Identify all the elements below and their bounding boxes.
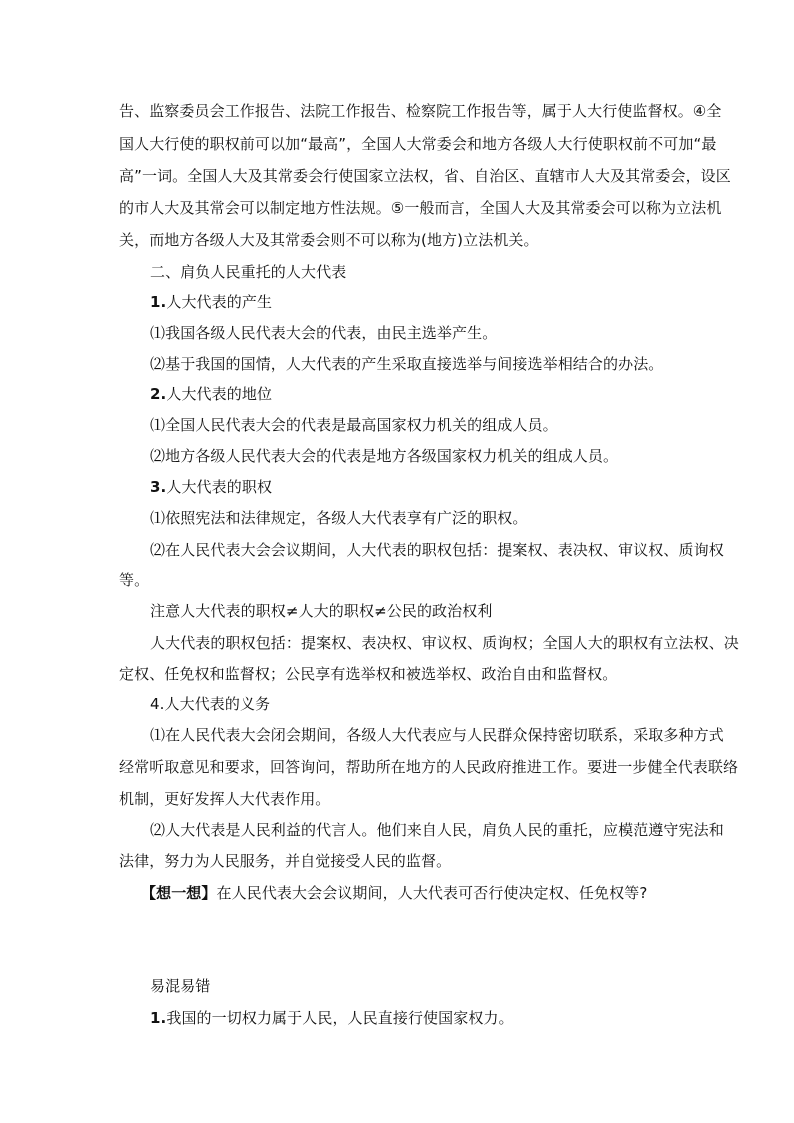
s2-item-2: ⑵地方各级人民代表大会的代表是地方各级国家权力机关的组成人员。 — [150, 447, 619, 465]
intro-line-2: 国人大行使的职权前可以加“最高”，全国人大常委会和地方各级人大行使职权前不可加“最 — [119, 135, 717, 153]
intro-line-5: 关，而地方各级人大及其常委会则不可以称为(地方)立法机关。 — [119, 231, 539, 249]
section-two-heading: 二、肩负人民重托的人大代表 — [150, 263, 347, 281]
s4-heading: 4.人大代表的义务 — [150, 695, 271, 713]
s3-title: 人大代表的职权 — [166, 478, 273, 496]
s2-item-1: ⑴全国人民代表大会的代表是最高国家权力机关的组成人员。 — [150, 416, 558, 434]
note-heading: 注意人大代表的职权≠人大的职权≠公民的政治权利 — [150, 602, 493, 620]
s3-heading — [150, 477, 272, 497]
s2-heading — [150, 384, 272, 404]
s4-item-1-line-2: 经常听取意见和要求，回答询问，帮助所在地方的人民政府推进工作。要进一步健全代表联络 — [119, 758, 739, 776]
confusion-item-1-text: 我国的一切权力属于人民，人民直接行使国家权力。 — [166, 1009, 514, 1027]
s3-item-2-line-2: 等。 — [119, 571, 150, 589]
think-question — [141, 883, 647, 903]
think-label: 【想一想】 — [141, 884, 217, 902]
s3-number: 3. — [150, 478, 167, 496]
s3-item-1: ⑴依照宪法和法律规定，各级人大代表享有广泛的职权。 — [150, 509, 528, 527]
note-line-1: 人大代表的职权包括：提案权、表决权、审议权、质询权；全国人大的职权有立法权、决 — [150, 634, 739, 652]
think-text: 在人民代表大会会议期间，人大代表可否行使决定权、任免权等? — [216, 884, 648, 902]
s1-number: 1. — [150, 293, 167, 311]
s3-item-2-line-1: ⑵在人民代表大会会议期间，人大代表的职权包括：提案权、表决权、审议权、质询权 — [150, 541, 724, 559]
confusion-item-1 — [150, 1008, 514, 1028]
note-line-2: 定权、任免权和监督权；公民享有选举权和被选举权、政治自由和监督权。 — [119, 665, 618, 683]
s1-item-1: ⑴我国各级人民代表大会的代表，由民主选举产生。 — [150, 324, 498, 342]
confusion-heading: 易混易错 — [150, 977, 211, 995]
intro-line-1: 告、监察委员会工作报告、法院工作报告、检察院工作报告等，属于人大行使监督权。④全 — [119, 102, 722, 120]
s2-title: 人大代表的地位 — [166, 385, 273, 403]
s1-heading — [150, 292, 272, 312]
s4-item-2-line-2: 法律，努力为人民服务，并自觉接受人民的监督。 — [119, 852, 452, 870]
s1-title: 人大代表的产生 — [166, 293, 273, 311]
s4-item-1-line-1: ⑴在人民代表大会闭会期间，各级人大代表应与人民群众保持密切联系，采取多种方式 — [150, 726, 724, 744]
s4-item-2-line-1: ⑵人大代表是人民利益的代言人。他们来自人民，肩负人民的重托，应模范遵守宪法和 — [150, 821, 724, 839]
intro-line-4: 的市人大及其常会可以制定地方性法规。⑤一般而言，全国人大及其常委会可以称为立法机 — [119, 199, 722, 217]
intro-line-3: 高”一词。全国人大及其常委会行使国家立法权，省、自治区、直辖市人大及其常委会，设区 — [119, 167, 731, 185]
s1-item-2: ⑵基于我国的国情，人大代表的产生采取直接选举与间接选举相结合的办法。 — [150, 355, 664, 373]
s2-number: 2. — [150, 385, 167, 403]
confusion-item-1-number: 1. — [150, 1009, 167, 1027]
s4-item-1-line-3: 机制，更好发挥人大代表作用。 — [119, 790, 331, 808]
